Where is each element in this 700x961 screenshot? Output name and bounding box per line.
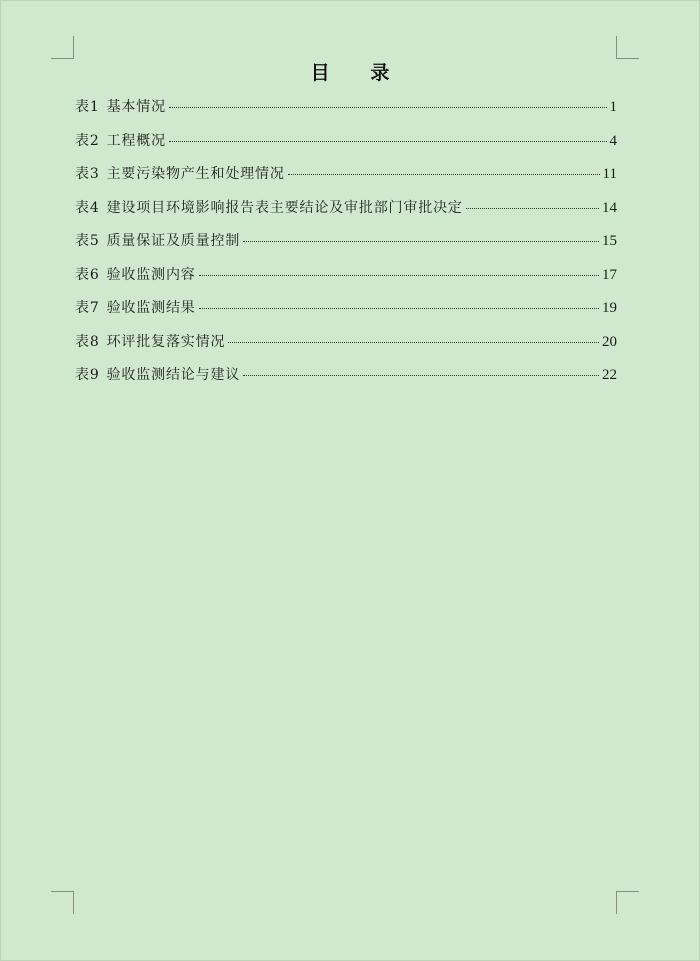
toc-entry-number: 表9 xyxy=(75,367,100,383)
toc-entry-label xyxy=(75,131,166,151)
corner-mark-bottom-right xyxy=(616,891,639,914)
corner-mark-top-right xyxy=(616,36,639,59)
toc-entry-number: 表8 xyxy=(75,333,100,350)
toc-entry-text: 基本情况 xyxy=(106,99,166,115)
toc-list xyxy=(75,97,617,399)
corner-mark-bottom-left xyxy=(51,891,74,914)
toc-dot-leader xyxy=(169,141,607,142)
toc-dot-leader xyxy=(466,208,599,209)
toc-dot-leader xyxy=(169,107,607,108)
toc-entry-number: 表7 xyxy=(75,300,100,316)
toc-entry-text: 建设项目环境影响报告表主要结论及审批部门审批决定 xyxy=(106,199,463,216)
corner-mark-top-left xyxy=(51,36,74,59)
toc-entry-text: 质量保证及质量控制 xyxy=(106,233,241,249)
toc-dot-leader xyxy=(199,275,599,276)
toc-entry-page: 15 xyxy=(602,233,617,249)
toc-entry-text: 验收监测内容 xyxy=(106,266,196,283)
toc-entry-page: 14 xyxy=(602,199,617,216)
toc-entry-label xyxy=(75,365,240,385)
toc-entry[interactable] xyxy=(75,131,617,165)
toc-entry-page: 1 xyxy=(609,99,617,115)
toc-entry-number: 表2 xyxy=(75,132,100,149)
toc-entry-number: 表1 xyxy=(75,99,100,115)
toc-entry-number: 表4 xyxy=(75,199,100,216)
toc-entry-label xyxy=(75,332,225,352)
toc-entry-label xyxy=(75,231,240,251)
toc-dot-leader xyxy=(243,241,599,242)
toc-entry-page: 22 xyxy=(602,367,617,383)
toc-entry-label xyxy=(75,164,285,184)
toc-entry[interactable] xyxy=(75,164,617,198)
toc-entry-label xyxy=(75,198,463,218)
toc-entry[interactable] xyxy=(75,365,617,399)
toc-entry-page: 17 xyxy=(602,266,617,283)
toc-entry-page: 20 xyxy=(602,333,617,350)
toc-entry[interactable] xyxy=(75,332,617,366)
toc-entry-page: 4 xyxy=(609,132,617,149)
toc-entry-text: 验收监测结果 xyxy=(106,300,196,316)
toc-entry-label xyxy=(75,298,196,318)
toc-dot-leader xyxy=(228,342,599,343)
toc-entry-text: 工程概况 xyxy=(106,132,166,149)
toc-dot-leader xyxy=(288,174,600,175)
toc-dot-leader xyxy=(199,308,599,309)
toc-entry-page: 19 xyxy=(602,300,617,316)
toc-entry-label xyxy=(75,265,196,285)
toc-entry[interactable] xyxy=(75,231,617,265)
toc-entry-number: 表5 xyxy=(75,233,100,249)
toc-entry-text: 主要污染物产生和处理情况 xyxy=(106,166,285,182)
toc-dot-leader xyxy=(243,375,599,376)
toc-entry-number: 表3 xyxy=(75,166,100,182)
toc-entry-label xyxy=(75,97,166,117)
toc-entry[interactable] xyxy=(75,198,617,232)
toc-entry-text: 环评批复落实情况 xyxy=(106,333,226,350)
toc-entry-text: 验收监测结论与建议 xyxy=(106,367,241,383)
toc-entry-number: 表6 xyxy=(75,266,100,283)
toc-entry-page: 11 xyxy=(602,166,617,182)
toc-entry[interactable] xyxy=(75,97,617,131)
toc-title: 目 录 xyxy=(310,62,407,84)
toc-entry[interactable] xyxy=(75,298,617,332)
toc-entry[interactable] xyxy=(75,265,617,299)
